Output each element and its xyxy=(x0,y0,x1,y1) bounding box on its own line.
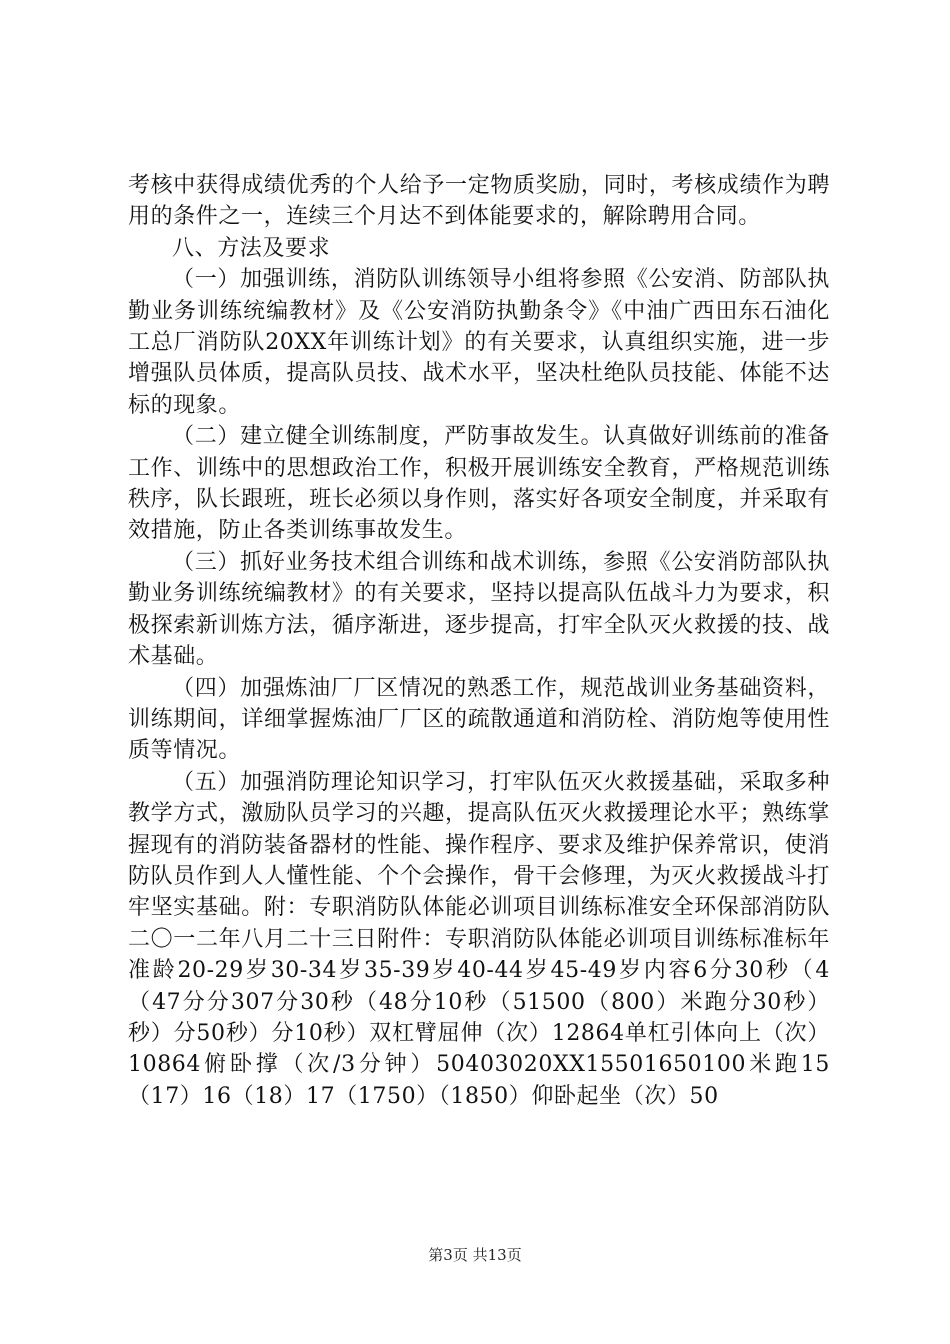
paragraph-item-3: （三）抓好业务技术组合训练和战术训练，参照《公安消防部队执勤业务训练统编教材》的有关要求，坚持以提高队伍战斗力为要求，积极探索新训炼方法，循序渐进，逐步提高，打牢全队灭火救援的技、战术基础。 xyxy=(128,549,830,670)
paragraph-item-5: （五）加强消防理论知识学习，打牢队伍灭火救援基础，采取多种教学方式，激励队员学习的兴趣，提高队伍灭火救援理论水平；熟练掌握现有的消防装备器材的性能、操作程序、要求及维护保养常识，使消防队员作到人人懂性能、个个会操作，骨干会修理，为灭火救援战斗打牢坚实基础。附：专职消防队体能必训项目训练标准安全环保部消防队二〇一二年八月二十三日附件：专职消防队体能必训项目训练标准标年准龄20-29岁30-34岁35-39岁40-44岁45-49岁内容6分30秒（4（47分分307分30秒（48分10秒（51500（800）米跑分30秒）秒）分50秒）分10秒）双杠臂屈伸（次）12864单杠引体向上（次）10864俯卧撑（次/3分钟）50403020XX15501650100米跑15（17）16（18）17（1750）（1850）仰卧起坐（次）50 xyxy=(128,769,830,1109)
paragraph-1: 考核中获得成绩优秀的个人给予一定物质奖励，同时，考核成绩作为聘用的条件之一，连续三个月达不到体能要求的，解除聘用合同。 xyxy=(128,173,830,230)
document-body xyxy=(128,170,830,1112)
paragraph-item-1: （一）加强训练，消防队训练领导小组将参照《公安消、防部队执勤业务训练统编教材》及《公安消防执勤条令》《中油广西田东石油化工总厂消防队20XX年训练计划》的有关要求，认真组织实施，进一步增强队员体质，提高队员技、战术水平，坚决杜绝队员技能、体能不达标的现象。 xyxy=(128,267,830,418)
paragraph-item-2: （二）建立健全训练制度，严防事故发生。认真做好训练前的准备工作、训练中的思想政治工作，积极开展训练安全教育，严格规范训练秩序，队长跟班，班长必须以身作则，落实好各项安全制度，并采取有效措施，防止各类训练事故发生。 xyxy=(128,424,830,544)
page-footer: 第3页 共13页 xyxy=(428,1246,522,1264)
section-heading: 八、方法及要求 xyxy=(172,235,331,261)
paragraph-item-4: （四）加强炼油厂厂区情况的熟悉工作，规范战训业务基础资料，训练期间，详细掌握炼油厂厂区的疏散通道和消防栓、消防炮等使用性质等情况。 xyxy=(128,675,830,764)
